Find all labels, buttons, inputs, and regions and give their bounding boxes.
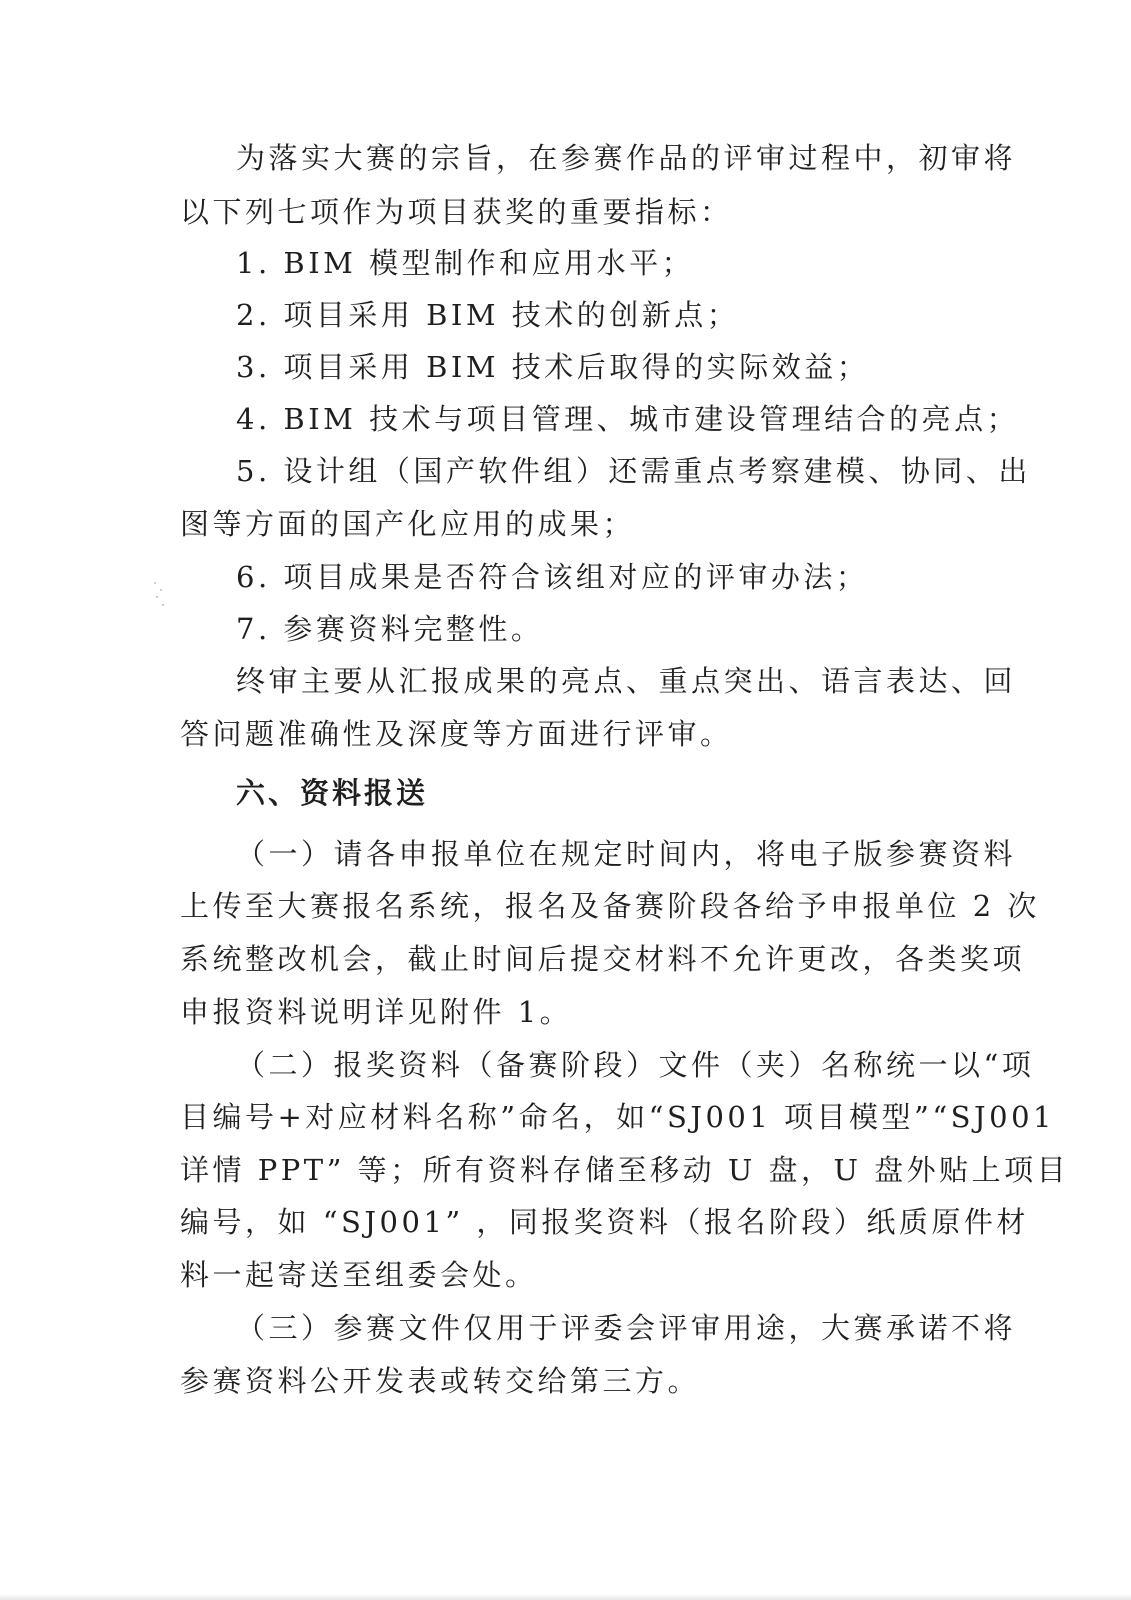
paragraph-line: （三）参赛文件仅用于评委会评审用途，大赛承诺不将 bbox=[236, 1311, 1017, 1345]
paragraph-line: （二）报奖资料（备赛阶段）文件（夹）名称统一以“项 bbox=[236, 1048, 1035, 1082]
paragraph-line: 为落实大赛的宗旨，在参赛作品的评审过程中，初审将 bbox=[236, 141, 1017, 175]
paragraph-line: 申报资料说明详见附件 1。 bbox=[180, 995, 573, 1029]
paragraph-line: （一）请各申报单位在规定时间内，将电子版参赛资料 bbox=[236, 837, 1017, 871]
criterion-7: 7. 参赛资料完整性。 bbox=[236, 612, 544, 646]
paragraph-line: 终审主要从汇报成果的亮点、重点突出、语言表达、回 bbox=[236, 664, 1017, 698]
criterion-2: 2. 项目采用 BIM 技术的创新点； bbox=[236, 298, 740, 332]
paragraph-line: 目编号+对应材料名称”命名，如“SJ001 项目模型”“SJ001 bbox=[180, 1100, 1056, 1134]
paragraph-line: 详情 PPT” 等；所有资料存储至移动 U 盘，U 盘外贴上项目 bbox=[180, 1153, 1070, 1187]
criterion-5-continued: 图等方面的国产化应用的成果； bbox=[180, 507, 636, 541]
scan-edge bbox=[0, 1594, 1131, 1600]
paragraph-line: 参赛资料公开发表或转交给第三方。 bbox=[180, 1364, 701, 1398]
criterion-3: 3. 项目采用 BIM 技术后取得的实际效益； bbox=[236, 350, 870, 384]
paragraph-line: 上传至大赛报名系统，报名及备赛阶段各给予申报单位 2 次 bbox=[180, 889, 1040, 923]
paragraph-line: 答问题准确性及深度等方面进行评审。 bbox=[180, 717, 733, 751]
scan-specks bbox=[150, 580, 170, 610]
criterion-6: 6. 项目成果是否符合该组对应的评审办法； bbox=[236, 560, 869, 594]
paragraph-line: 系统整改机会，截止时间后提交材料不允许更改，各类奖项 bbox=[180, 942, 1026, 976]
criterion-1: 1. BIM 模型制作和应用水平； bbox=[236, 246, 695, 280]
criterion-4: 4. BIM 技术与项目管理、城市建设管理结合的亮点； bbox=[236, 402, 1020, 436]
section-heading: 六、资料报送 bbox=[236, 776, 429, 810]
criterion-5: 5. 设计组（国产软件组）还需重点考察建模、协同、出 bbox=[236, 454, 1031, 488]
paragraph-line: 料一起寄送至组委会处。 bbox=[180, 1258, 538, 1292]
paragraph-line: 编号，如 “SJ001” ，同报奖资料（报名阶段）纸质原件材 bbox=[180, 1205, 1029, 1239]
paragraph-line: 以下列七项作为项目获奖的重要指标： bbox=[180, 195, 733, 229]
